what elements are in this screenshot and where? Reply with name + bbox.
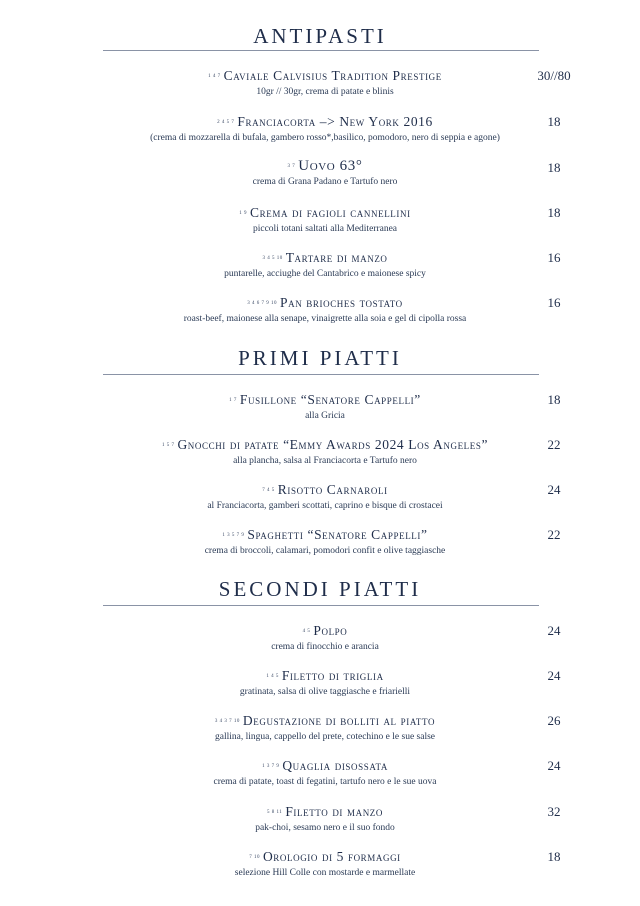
menu-item: [90, 623, 560, 654]
dish-description: alla Gricia: [305, 410, 345, 421]
menu-item: [90, 205, 560, 236]
dish-price: 24: [547, 623, 561, 638]
menu-item: [90, 114, 560, 145]
dish-name: Gnocchi di patate “Emmy Awards 2024 Los Angeles”: [177, 437, 489, 452]
dish-price: 18: [547, 849, 561, 864]
menu-item: [90, 849, 560, 880]
allergen-codes: 1 3 5 7 9: [222, 532, 245, 538]
dish-name: Orologio di 5 formaggi: [262, 849, 401, 864]
dish-name: Caviale Calvisius Tradition Prestige: [223, 68, 442, 83]
dish-description: alla plancha, salsa al Franciacorta e Tartufo nero: [233, 455, 417, 466]
dish-price: 16: [547, 295, 561, 310]
menu-item: [90, 250, 560, 281]
dish-name: Degustazione di bolliti al piatto: [242, 713, 436, 728]
allergen-codes: 7 4 5: [262, 487, 275, 493]
menu-item: [90, 758, 560, 789]
dish-name: Polpo: [313, 623, 348, 638]
dish-description: selezione Hill Colle con mostarde e marmellate: [234, 867, 416, 878]
menu-item: [90, 295, 560, 326]
dish-name: Uovo 63°: [298, 158, 363, 174]
menu-item: [90, 482, 560, 513]
allergen-codes: 3 4 6 7 9 10: [247, 300, 278, 306]
dish-price: 18: [547, 205, 561, 220]
dish-name: Filetto di triglia: [281, 668, 384, 683]
allergen-codes: 4 5: [302, 628, 311, 634]
menu-item: [90, 158, 560, 189]
dish-name: Spaghetti “Senatore Cappelli”: [247, 527, 428, 542]
dish-description: crema di finocchio e arancia: [271, 641, 379, 652]
allergen-codes: 1 4 5: [266, 673, 279, 679]
section-title-antipasti: ANTIPASTI: [253, 24, 387, 48]
allergen-codes: 3 4 3 7 10: [214, 718, 240, 724]
dish-price: 30//80: [537, 68, 571, 83]
allergen-codes: 1 7: [229, 397, 237, 403]
menu-item: [90, 392, 560, 423]
dish-description: (crema di mozzarella di bufala, gambero rosso*,basilico, pomodoro, nero di seppia e agone): [150, 132, 500, 143]
menu-item: [90, 668, 560, 699]
allergen-codes: 5 8 11: [266, 809, 283, 815]
dish-description: crema di Grana Padano e Tartufo nero: [252, 176, 398, 187]
dish-description: gratinata, salsa di olive taggiasche e friarielli: [239, 686, 411, 697]
dish-price: 26: [547, 713, 561, 728]
dish-price: 22: [547, 437, 561, 452]
dish-price: 16: [547, 250, 561, 265]
dish-price: 32: [547, 804, 561, 819]
dish-name: Crema di fagioli cannellini: [250, 205, 411, 220]
allergen-codes: 3 4 5 10: [262, 255, 283, 261]
dish-price: 18: [547, 114, 561, 129]
dish-description: al Franciacorta, gamberi scottati, caprino e bisque di crostacei: [207, 500, 443, 511]
dish-name: Risotto Carnaroli: [277, 482, 388, 497]
menu-item: [90, 713, 560, 744]
dish-name: Filetto di manzo: [285, 804, 383, 819]
allergen-codes: 1 4 7: [208, 73, 221, 79]
allergen-codes: 3 7: [287, 163, 296, 169]
section-divider: [103, 374, 539, 375]
dish-description: puntarelle, acciughe del Cantabrico e maionese spicy: [224, 268, 426, 279]
dish-price: 24: [547, 758, 561, 773]
dish-price: 24: [547, 482, 561, 497]
dish-price: 18: [547, 160, 561, 175]
dish-name: Fusillone “Senatore Cappelli”: [239, 392, 421, 407]
dish-name: Tartare di manzo: [285, 250, 388, 265]
dish-name: Quaglia disossata: [282, 758, 388, 773]
menu-item: [90, 68, 560, 99]
allergen-codes: 7 10: [249, 854, 260, 860]
menu-item: [90, 804, 560, 835]
dish-description: gallina, lingua, cappello del prete, cotechino e le sue salse: [215, 731, 435, 742]
dish-description: crema di patate, toast di fegatini, tartufo nero e le sue uova: [213, 776, 437, 787]
section-title-primi-piatti: PRIMI PIATTI: [238, 346, 402, 370]
allergen-codes: 2 4 5 7: [217, 119, 235, 125]
dish-name: Pan brioches tostato: [280, 295, 403, 310]
dish-price: 24: [547, 668, 561, 683]
dish-description: roast-beef, maionese alla senape, vinaigrette alla soia e gel di cipolla rossa: [183, 313, 467, 324]
section-divider: [103, 605, 539, 606]
dish-description: crema di broccoli, calamari, pomodori confit e olive taggiasche: [204, 545, 446, 556]
dish-price: 22: [547, 527, 561, 542]
menu-item: [90, 437, 560, 468]
dish-description: piccoli totani saltati alla Mediterranea: [252, 223, 398, 234]
dish-name: Franciacorta –> New York 2016: [237, 114, 433, 129]
menu-item: [90, 527, 560, 558]
section-title-secondi-piatti: SECONDI PIATTI: [218, 577, 422, 601]
dish-description: 10gr // 30gr, crema di patate e blinis: [256, 86, 394, 97]
allergen-codes: 1 5 7: [161, 442, 175, 448]
dish-price: 18: [547, 392, 561, 407]
dish-description: pak-choi, sesamo nero e il suo fondo: [255, 822, 395, 833]
section-divider: [103, 50, 539, 51]
allergen-codes: 1 3 7 9: [262, 763, 280, 769]
allergen-codes: 1 9: [239, 210, 248, 216]
